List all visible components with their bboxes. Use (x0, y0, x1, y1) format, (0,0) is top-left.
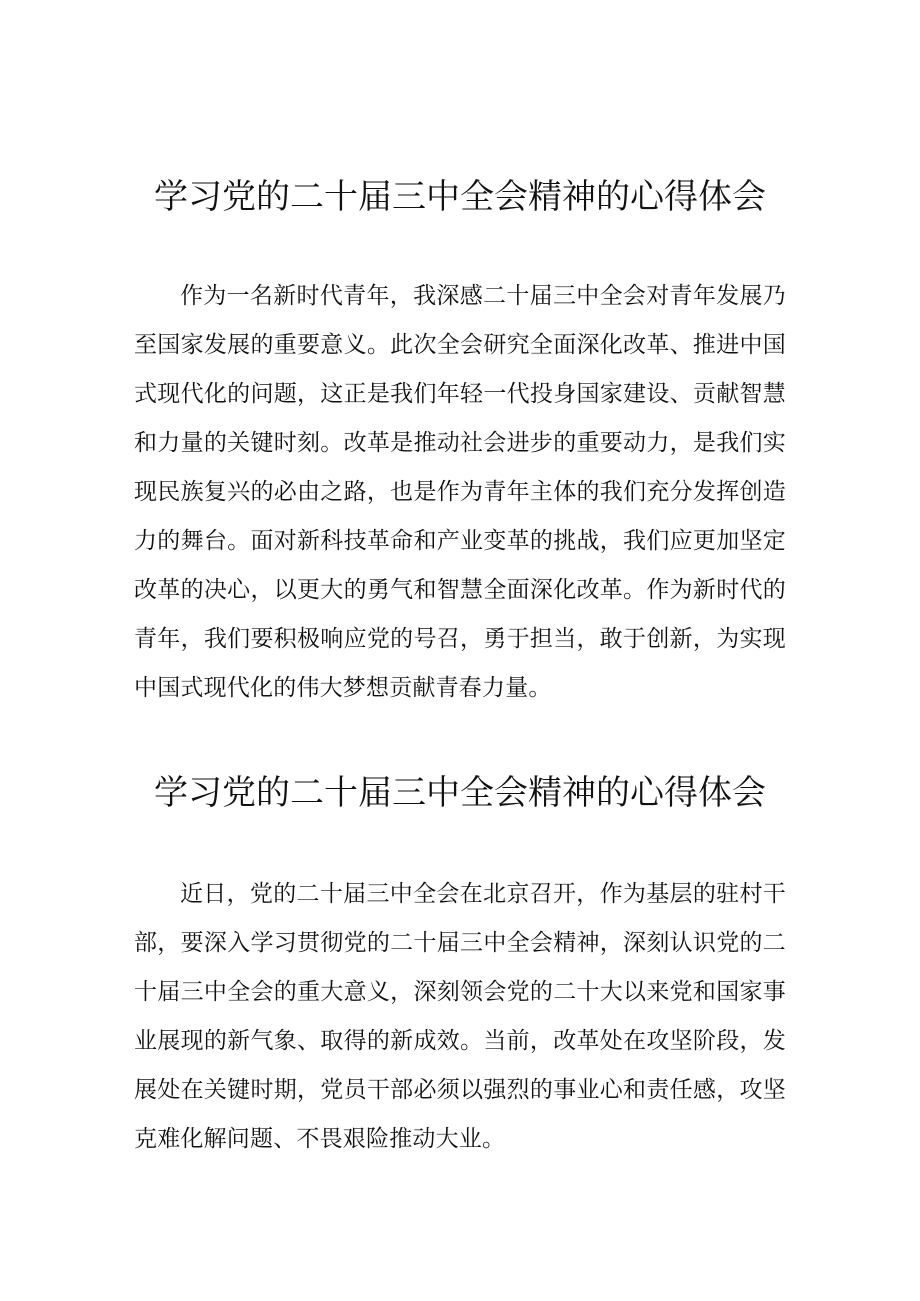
section-body-paragraph: 作为一名新时代青年，我深感二十届三中全会对青年发展乃至国家发展的重要意义。此次全会研究全面深化改革、推进中国式现代化的问题，这正是我们年轻一代投身国家建设、贡献智慧和力量的关键时刻。改革是推动社会进步的重要动力，是我们实现民族复兴的必由之路，也是作为青年主体的我们充分发挥创造力的舞台。面对新科技革命和产业变革的挑战，我们应更加坚定改革的决心，以更大的勇气和智慧全面深化改革。作为新时代的青年，我们要积极响应党的号召，勇于担当，敢于创新，为实现中国式现代化的伟大梦想贡献青春力量。 (134, 283, 786, 701)
section-title: 学习党的二十届三中全会精神的心得体会 (154, 773, 766, 813)
essay-section-2 (134, 766, 786, 1164)
section-body-paragraph: 近日，党的二十届三中全会在北京召开，作为基层的驻村干部，要深入学习贯彻党的二十届三中全会精神，深刻认识党的二十届三中全会的重大意义，深刻领会党的二十大以来党和国家事业展现的新气象、取得的新成效。当前，改革处在攻坚阶段，发展处在关键时期，党员干部必须以强烈的事业心和责任感，攻坚克难化解问题、不畏艰险推动大业。 (134, 881, 786, 1152)
essay-section-1 (134, 170, 786, 713)
section-title: 学习党的二十届三中全会精神的心得体会 (154, 177, 766, 217)
